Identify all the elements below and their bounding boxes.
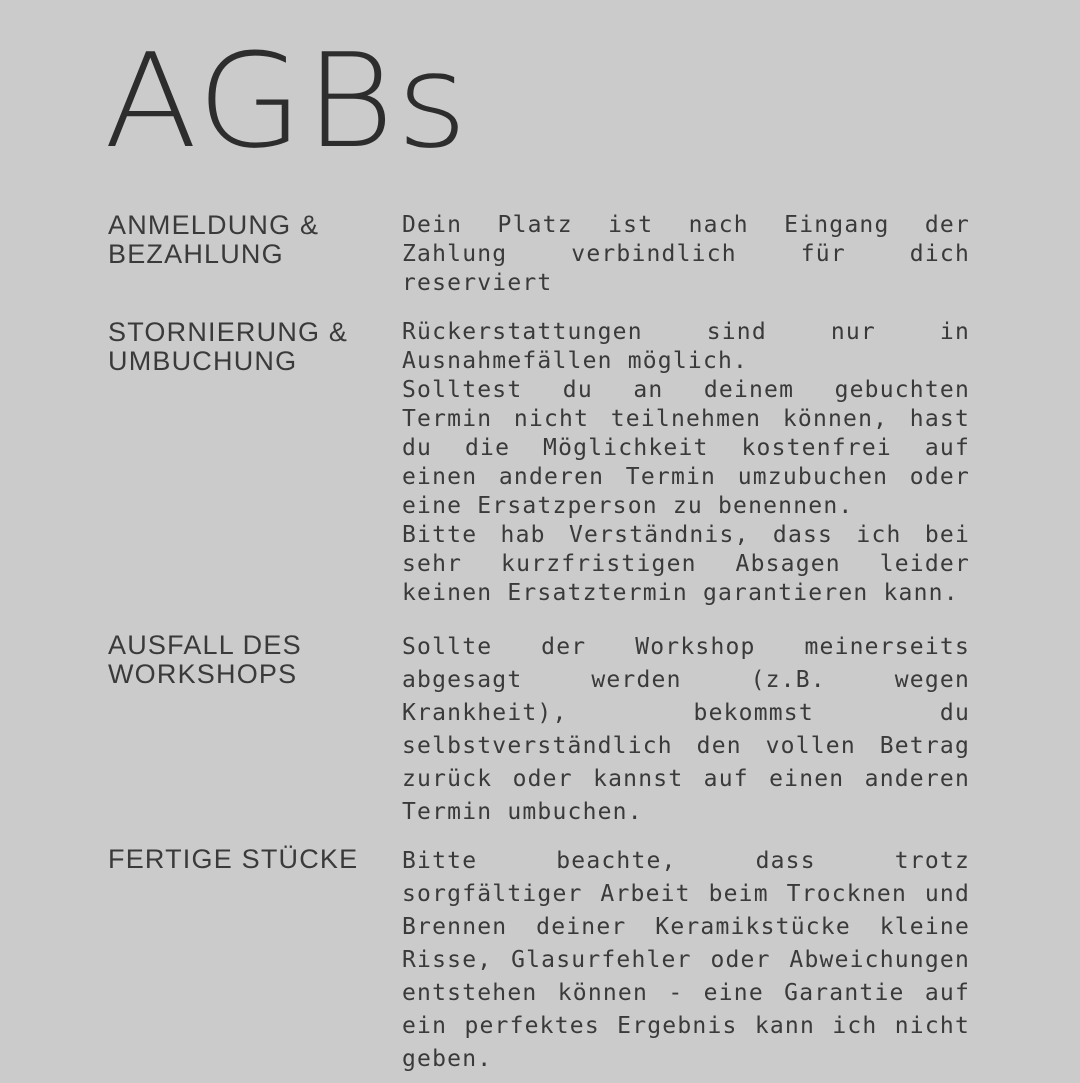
section-heading-line: ANMELDUNG & [108,210,320,240]
section-heading-line: AUSFALL DES [108,630,302,660]
section-heading [108,318,378,376]
section-heading-line: FERTIGE STÜCKE [108,844,359,874]
paragraph: Solltest du an deinem gebuchten Termin nicht teilnehmen können, hast du die Möglichkeit kostenfrei auf einen anderen Termin umzubuchen oder eine Ersatzperson zu benennen. [402,377,970,519]
paragraph: Dein Platz ist nach Eingang der Zahlung verbindlich für dich reserviert [402,212,970,296]
section-heading-line: UMBUCHUNG [108,346,298,376]
section-text [402,631,970,829]
page-title: AGBs [104,25,470,177]
paragraph: Sollte der Workshop meinerseits abgesagt werden (z.B. wegen Krankheit), bekommst du selbstverständlich den vollen Betrag zurück oder kannst auf einen anderen Termin umbuchen. [402,634,970,825]
paragraph: Rückerstattungen sind nur in Ausnahmefällen möglich. [402,319,970,374]
section-heading [108,845,378,874]
section-text [402,845,970,1076]
section-heading-line: WORKSHOPS [108,659,298,689]
section-heading-line: BEZAHLUNG [108,239,284,269]
paragraph: Bitte hab Verständnis, dass ich bei sehr kurzfristigen Absagen leider keinen Ersatztermin garantieren kann. [402,522,970,606]
section-text [402,318,970,608]
section-heading-line: STORNIERUNG & [108,317,349,347]
section-heading [108,211,378,269]
section-heading [108,631,378,689]
paragraph: Bitte beachte, dass trotz sorgfältiger Arbeit beim Trocknen und Brennen deiner Keramikstücke kleine Risse, Glasurfehler oder Abweichungen entstehen können - eine Garantie auf ein perfektes Ergebnis kann ich nicht geben. [402,848,970,1072]
section-text [402,211,970,298]
